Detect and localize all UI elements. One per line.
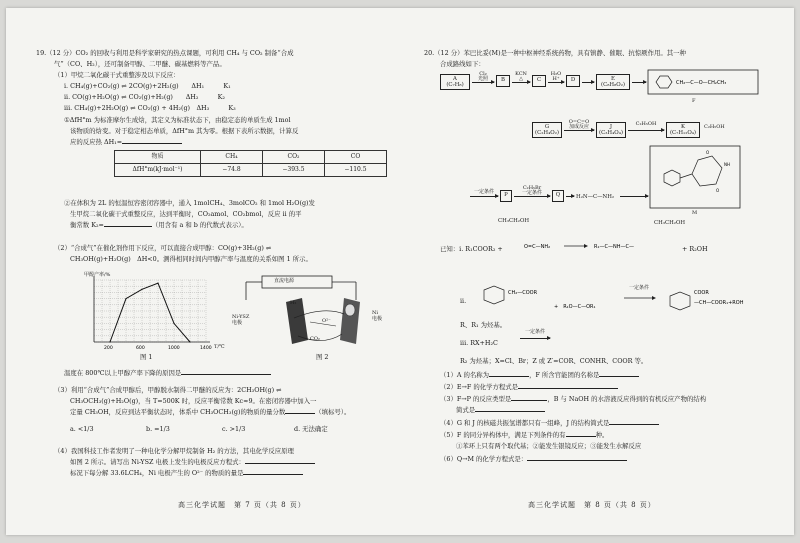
data-point [189, 341, 190, 342]
svg-text:—CH—COOR₁+ROH: —CH—COOR₁+ROH [694, 300, 744, 306]
h2-label: H₂ [290, 300, 297, 306]
answer-blank[interactable] [518, 382, 618, 389]
svg-text:+ R₁O—C—OR₁: + R₁O—C—OR₁ [554, 304, 596, 310]
answer-blank[interactable] [243, 468, 303, 475]
q19-p5: （4）我国科技工作者发明了一种电化学分解甲烷制备 H₂ 的方法，其电化学反应原理 [54, 447, 294, 455]
reaction-3: iii. CH₄(g)+2H₂O(g) ⇌ CO₂(g) + 4H₂(g) ΔH₃ K₃ [64, 104, 236, 112]
chart-y-label: 甲醇产率/% [84, 272, 111, 278]
q19-part2b: CH₃OH(g)+H₂O(g) ΔH<0。测得相同时间内甲醇产率与温度的关系如图 1 所示。 [70, 255, 312, 263]
x-tick-label: 600 [136, 346, 145, 351]
reaction-arrow [512, 82, 530, 83]
q19-s3: 应的反应热 ΔH₁= [70, 137, 182, 147]
urea-formula: H₂N—C—NH₂ [576, 194, 615, 200]
q19-p5c: 标况下每分解 33.6LCH₄，Ni 电极产生的 O²⁻ 的物质的量是 [70, 468, 303, 478]
choice-c[interactable]: c. >1/3 [222, 425, 246, 433]
condition-label: H₂O H⁺ [550, 71, 562, 82]
known-iii-note: R₂ 为烃基；X=Cl、Br；Z 或 Z′=COR、CONHR、COOR 等。 [460, 357, 648, 365]
compound-m-structure [650, 146, 740, 210]
q19-s6: 衡常数 K₂= （用含有 a 和 b 的代数式表示）。 [70, 221, 248, 229]
q19-p4: （3）利用“合成气”合成甲醇后，甲醇脱水制得二甲醚的反应为：2CH₃OH(g) ⇌ [54, 386, 282, 394]
svg-text:NH: NH [724, 162, 730, 167]
q19-p5b: 如图 2 所示。请写出 Ni-YSZ 电极上发生的电极反应方程式： [70, 457, 315, 467]
data-point [141, 289, 142, 290]
reaction-2: ii. CO(g)+H₂O(g) ⇌ CO₂(g)+H₂(g) ΔH₂ K₂ [64, 93, 225, 101]
q19-part1: （1）甲烷二氧化碳干式重整涉及以下反应： [54, 71, 180, 79]
page-7 [36, 8, 394, 535]
q19-p4c: 定量 CH₃OH，反应到达平衡状态时，体系中 CH₃OCH₃(g)的物质的量分数 （填标号）。 [70, 408, 351, 416]
reaction-arrow [548, 82, 564, 83]
reaction-arrow [628, 130, 664, 131]
answer-blank[interactable] [181, 368, 271, 375]
figure-2-caption: 图 2 [316, 353, 329, 361]
condition-label: C₂H₅OH [635, 121, 657, 127]
condition-label: C₂H₅Br 一定条件 [521, 185, 542, 196]
data-point [125, 298, 126, 299]
compound-j: J (C₃H₄O₄) [596, 122, 626, 138]
condition-label: O=C=O 加成反应 [568, 119, 590, 130]
svg-text:CH₂—COOR: CH₂—COOR [508, 290, 538, 296]
condition-label: Cl₂ 光照 [477, 71, 488, 82]
table-row [115, 164, 387, 177]
reaction-arrow [514, 196, 550, 197]
condition-label: 一定条件 [524, 329, 545, 335]
ni-ysz-label: Ni-YSZ 电极 [232, 314, 250, 326]
m-label: M [692, 210, 698, 216]
reaction-arrow [582, 82, 594, 83]
known-ii: ii. [460, 297, 467, 305]
choice-a[interactable]: a. <1/3 [70, 425, 94, 433]
condition-label: KCN △ [515, 71, 527, 82]
q19-p4b: CH₃OCH₃(g)+H₂O(g)，当 T=500K 时，反应平衡常数 Kc≈9。在密闭容器中加入一 [70, 397, 317, 405]
answer-blank[interactable] [104, 220, 152, 227]
compound-q: Q [552, 190, 564, 202]
compound-d: D [566, 75, 580, 87]
reaction-1: i. CH₄(g)+CO₂(g) ⇌ 2CO(g)+2H₂(g) ΔH₁ K₁ [64, 82, 231, 90]
svg-text:O=C—NH₂: O=C—NH₂ [524, 244, 551, 250]
svg-text:R₁—C—NH—C—: R₁—C—NH—C— [594, 244, 634, 250]
f-label: F [692, 98, 696, 104]
svg-text:O: O [716, 188, 720, 193]
enthalpy-table [114, 150, 387, 177]
footer-left: 高三化学试题 第 7 页（共 8 页） [178, 501, 306, 509]
svg-text:CH₂—C—O—CH₂CH₃: CH₂—C—O—CH₂CH₃ [676, 80, 727, 86]
table-cell: 物质 [115, 151, 201, 164]
answer-blank[interactable] [489, 370, 529, 377]
data-point [173, 323, 174, 324]
answer-blank[interactable] [122, 137, 182, 144]
known-i-structures [524, 234, 684, 256]
compound-f-structure [648, 70, 758, 96]
table-cell: −393.5 [263, 164, 325, 177]
ni-label: Ni 电极 [372, 310, 383, 322]
q19-head: 19.（12 分）CO₂ 的回收与利用是科学家研究的热点课题，可利用 CH₄ 与 CO₂ 制备“合成 [36, 49, 294, 57]
reaction-arrow [566, 196, 574, 197]
k-condition: C₂H₅OH [704, 124, 725, 130]
known-ii-note: R、R₁ 为烃基。 [460, 321, 507, 329]
answer-blank[interactable] [475, 405, 545, 412]
o2-ion-label: O²⁻ [322, 318, 331, 324]
answer-blank[interactable] [609, 418, 659, 425]
reaction-arrow [620, 196, 648, 197]
table-cell: CO [325, 151, 387, 164]
known-iii: iii. RX+H₂C [460, 339, 498, 347]
condition-label: 一定条件 [628, 285, 649, 291]
q20-q6: （6）Q→M 的化学方程式是： [440, 454, 627, 464]
q20-q1: （1）A 的名称为 ，F 所含官能团的名称是 [440, 370, 639, 380]
methanol-yield-chart [80, 270, 210, 352]
compound-b: B [496, 75, 510, 87]
reaction-arrow [472, 82, 494, 83]
q19-s2: 该物质的焓变。对于稳定相态单质，ΔfH°m 其为零。根据下表所示数据，计算反 [70, 127, 299, 135]
data-point [157, 283, 158, 284]
q20-head: 20.（12 分）苯巴比妥(M)是一种中枢神经系统药物，具有镇静、催眠、抗惊厥作用。其一种 [424, 49, 686, 57]
x-tick-label: 1000 [168, 346, 180, 351]
chart-x-label: T/℃ [214, 344, 225, 350]
answer-blank[interactable] [566, 430, 596, 437]
data-point [109, 341, 110, 342]
q20-q3: （3）F→P 的反应类型是 ，B 与 NaOH 的水溶液反应得到的有机反应产物的结构 [440, 395, 707, 403]
figure-1-caption: 图 1 [140, 353, 153, 361]
x-tick-label: 200 [104, 346, 113, 351]
footer-right: 高三化学试题 第 8 页（共 8 页） [528, 501, 656, 509]
compound-p: P [500, 190, 512, 202]
q19-part2: （2）“合成气”在催化剂作用下反应，可以直接合成甲醇：CO(g)+3H₂(g) ⇌ [54, 244, 272, 252]
svg-text:O: O [706, 150, 710, 155]
q19-p3: 温度在 800℃以上甲醇产率下降的原因是 [64, 368, 271, 378]
q20-q5: （5）F 的同分异构体中，满足下列条件的有 种。 [440, 431, 609, 439]
q20-q5c: ①苯环上只有两个取代基；②能发生银镜反应；③能发生水解反应 [456, 442, 642, 450]
table-cell: −110.5 [325, 164, 387, 177]
choice-d[interactable]: d. 无法确定 [294, 425, 328, 433]
dc-power-label: 直流电源 [274, 278, 295, 284]
q19-s4: ②在体积为 2L 的恒温恒容密闭容器中，通入 1molCH₄、3molCO₂ 和 1mol H₂O(g)发 [64, 199, 315, 207]
compound-a: A (C₇H₈) [440, 74, 470, 90]
q19-s1: ①ΔfH°m 为标准摩尔生成焓，其定义为标准状态下，由稳定态的单质生成 1mol [64, 116, 291, 124]
q19-head2: 气”（CO、H₂），还可制备甲醇、二甲醚、碳基燃料等产品。 [54, 60, 226, 68]
compound-k: K (C₇H₁₂O₄) [666, 122, 700, 138]
answer-blank[interactable] [527, 454, 627, 461]
compound-g: G (C₂H₄O₂) [532, 122, 562, 138]
answer-blank[interactable] [245, 457, 315, 464]
known-i-tail: + R₂OH [682, 245, 708, 253]
co2-label: CO₂ [310, 336, 320, 342]
q20-q3c: 简式是 [456, 405, 545, 415]
table-cell: CH₄ [201, 151, 263, 164]
table-cell: CO₂ [263, 151, 325, 164]
exam-sheet [6, 8, 794, 535]
answer-blank[interactable] [285, 407, 315, 414]
answer-blank[interactable] [599, 370, 639, 377]
compound-e: E (C₈H₈O₂) [596, 74, 630, 90]
q19-s5: 生甲烷二氧化碳干式重整反应，达到平衡时，CO₂amol、CO₂bmol，反应 ii 的平 [70, 210, 302, 218]
answer-blank[interactable] [511, 394, 547, 401]
table-cell: ΔfH°m(kJ·mol⁻¹) [115, 164, 201, 177]
ethanol-byproduct-2: CH₃CH₂OH [654, 220, 686, 226]
dc-power-box [262, 276, 332, 288]
reaction-arrow [520, 338, 550, 339]
reaction-arrow [564, 130, 594, 131]
q20-q2: （2）E→F 的化学方程式是 [440, 382, 618, 392]
choice-b[interactable]: b. =1/3 [146, 425, 170, 433]
table-row [115, 151, 387, 164]
svg-text:COOR: COOR [694, 290, 709, 296]
ethanol-byproduct-1: CH₃CH₂OH [498, 218, 530, 224]
reaction-arrow [632, 82, 646, 83]
reaction-arrow [470, 196, 498, 197]
known-ii-structures [474, 278, 754, 318]
q20-q4: （4）G 和 J 的核磁共振氢谱都只有一组峰，J 的结构简式是 [440, 418, 659, 428]
table-cell: −74.8 [201, 164, 263, 177]
q20-head2: 合成路线如下： [440, 60, 485, 68]
page-8 [424, 8, 764, 535]
x-tick-label: 1400 [200, 346, 212, 351]
known-i: 已知：i. R₁COOR₂ + [440, 245, 503, 253]
compound-c: C [532, 75, 546, 87]
condition-label: 一定条件 [473, 189, 494, 195]
